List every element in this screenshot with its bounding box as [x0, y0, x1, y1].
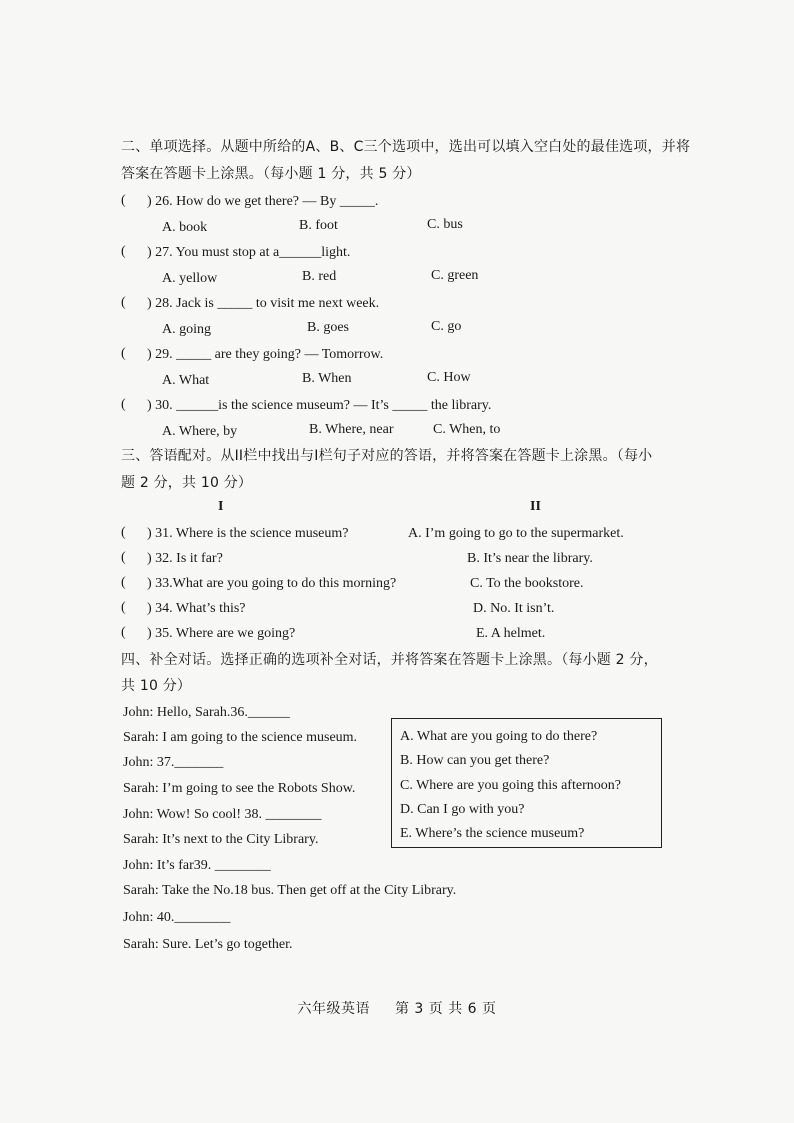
question-stem: ) 30. ______is the science museum? — It’s _____ the library.: [147, 398, 492, 413]
dialogue-line: Sarah: It’s next to the City Library.: [123, 832, 319, 847]
dialogue-line: John: It’s far39. ________: [123, 858, 271, 873]
match-right-item: A. I’m going to go to the supermarket.: [408, 526, 624, 541]
answer-paren: (: [121, 397, 126, 412]
dialogue-line: Sarah: I’m going to see the Robots Show.: [123, 781, 356, 796]
question-stem: ) 27. You must stop at a______light.: [147, 245, 351, 260]
section4-heading-line2: 共 10 分）: [121, 678, 192, 694]
box-option-d: D. Can I go with you?: [400, 802, 525, 817]
dialogue-options-box: [391, 718, 662, 848]
match-left-item: ) 33.What are you going to do this morning?: [147, 576, 397, 591]
answer-paren: (: [121, 193, 126, 208]
answer-paren: (: [121, 244, 126, 259]
dialogue-line: Sarah: Take the No.18 bus. Then get off at the City Library.: [123, 883, 457, 898]
question-stem: ) 26. How do we get there? — By _____.: [147, 194, 379, 209]
option-a: A. What: [162, 373, 210, 388]
answer-paren: (: [121, 295, 126, 310]
section2-heading-line2: 答案在答题卡上涂黑。（每小题 1 分，共 5 分）: [121, 166, 421, 182]
option-c: C. When, to: [433, 422, 501, 437]
dialogue-line: John: 40.________: [123, 910, 231, 925]
match-right-item: E. A helmet.: [476, 626, 546, 641]
column-i-header: I: [218, 499, 224, 514]
answer-paren: (: [121, 575, 126, 590]
box-option-a: A. What are you going to do there?: [400, 729, 598, 744]
option-c: C. How: [427, 370, 471, 385]
match-left-item: ) 31. Where is the science museum?: [147, 526, 349, 541]
answer-paren: (: [121, 525, 126, 540]
section3-heading-line1: 三、答语配对。从II栏中找出与I栏句子对应的答语，并将答案在答题卡上涂黑。（每小: [121, 448, 653, 464]
option-b: B. Where, near: [309, 422, 394, 437]
option-a: A. going: [162, 322, 211, 337]
box-option-b: B. How can you get there?: [400, 753, 550, 768]
option-a: A. book: [162, 220, 208, 235]
dialogue-line: Sarah: I am going to the science museum.: [123, 730, 358, 745]
answer-paren: (: [121, 550, 126, 565]
answer-paren: (: [121, 600, 126, 615]
match-left-item: ) 32. Is it far?: [147, 551, 223, 566]
dialogue-line: John: 37._______: [123, 755, 224, 770]
match-right-item: D. No. It isn’t.: [473, 601, 555, 616]
match-right-item: C. To the bookstore.: [470, 576, 584, 591]
option-c: C. green: [431, 268, 479, 283]
dialogue-line: John: Wow! So cool! 38. ________: [123, 807, 322, 822]
question-stem: ) 28. Jack is _____ to visit me next week.: [147, 296, 380, 311]
option-b: B. red: [302, 269, 337, 284]
option-b: B. goes: [307, 320, 349, 335]
question-stem: ) 29. _____ are they going? — Tomorrow.: [147, 347, 384, 362]
match-left-item: ) 34. What’s this?: [147, 601, 246, 616]
section3-heading-line2: 题 2 分，共 10 分）: [121, 475, 253, 491]
footer-subject: 六年级英语: [297, 1001, 370, 1017]
dialogue-line: Sarah: Sure. Let’s go together.: [123, 937, 293, 952]
answer-paren: (: [121, 625, 126, 640]
option-b: B. foot: [299, 218, 338, 233]
option-c: C. bus: [427, 217, 463, 232]
option-a: A. Where, by: [162, 424, 238, 439]
box-option-c: C. Where are you going this afternoon?: [400, 778, 621, 793]
dialogue-line: John: Hello, Sarah.36.______: [123, 705, 290, 720]
option-c: C. go: [431, 319, 462, 334]
box-option-e: E. Where’s the science museum?: [400, 826, 585, 841]
answer-paren: (: [121, 346, 126, 361]
option-a: A. yellow: [162, 271, 218, 286]
column-ii-header: II: [530, 499, 541, 514]
match-left-item: ) 35. Where are we going?: [147, 626, 296, 641]
section2-heading-line1: 二、单项选择。从题中所给的A、B、C三个选项中，选出可以填入空白处的最佳选项，并将: [121, 139, 691, 155]
page-footer: [0, 998, 794, 1018]
section4-heading-line1: 四、补全对话。选择正确的选项补全对话，并将答案在答题卡上涂黑。（每小题 2 分，: [121, 652, 658, 668]
footer-page-number: 第 3 页 共 6 页: [394, 1001, 497, 1017]
match-right-item: B. It’s near the library.: [467, 551, 593, 566]
option-b: B. When: [302, 371, 352, 386]
